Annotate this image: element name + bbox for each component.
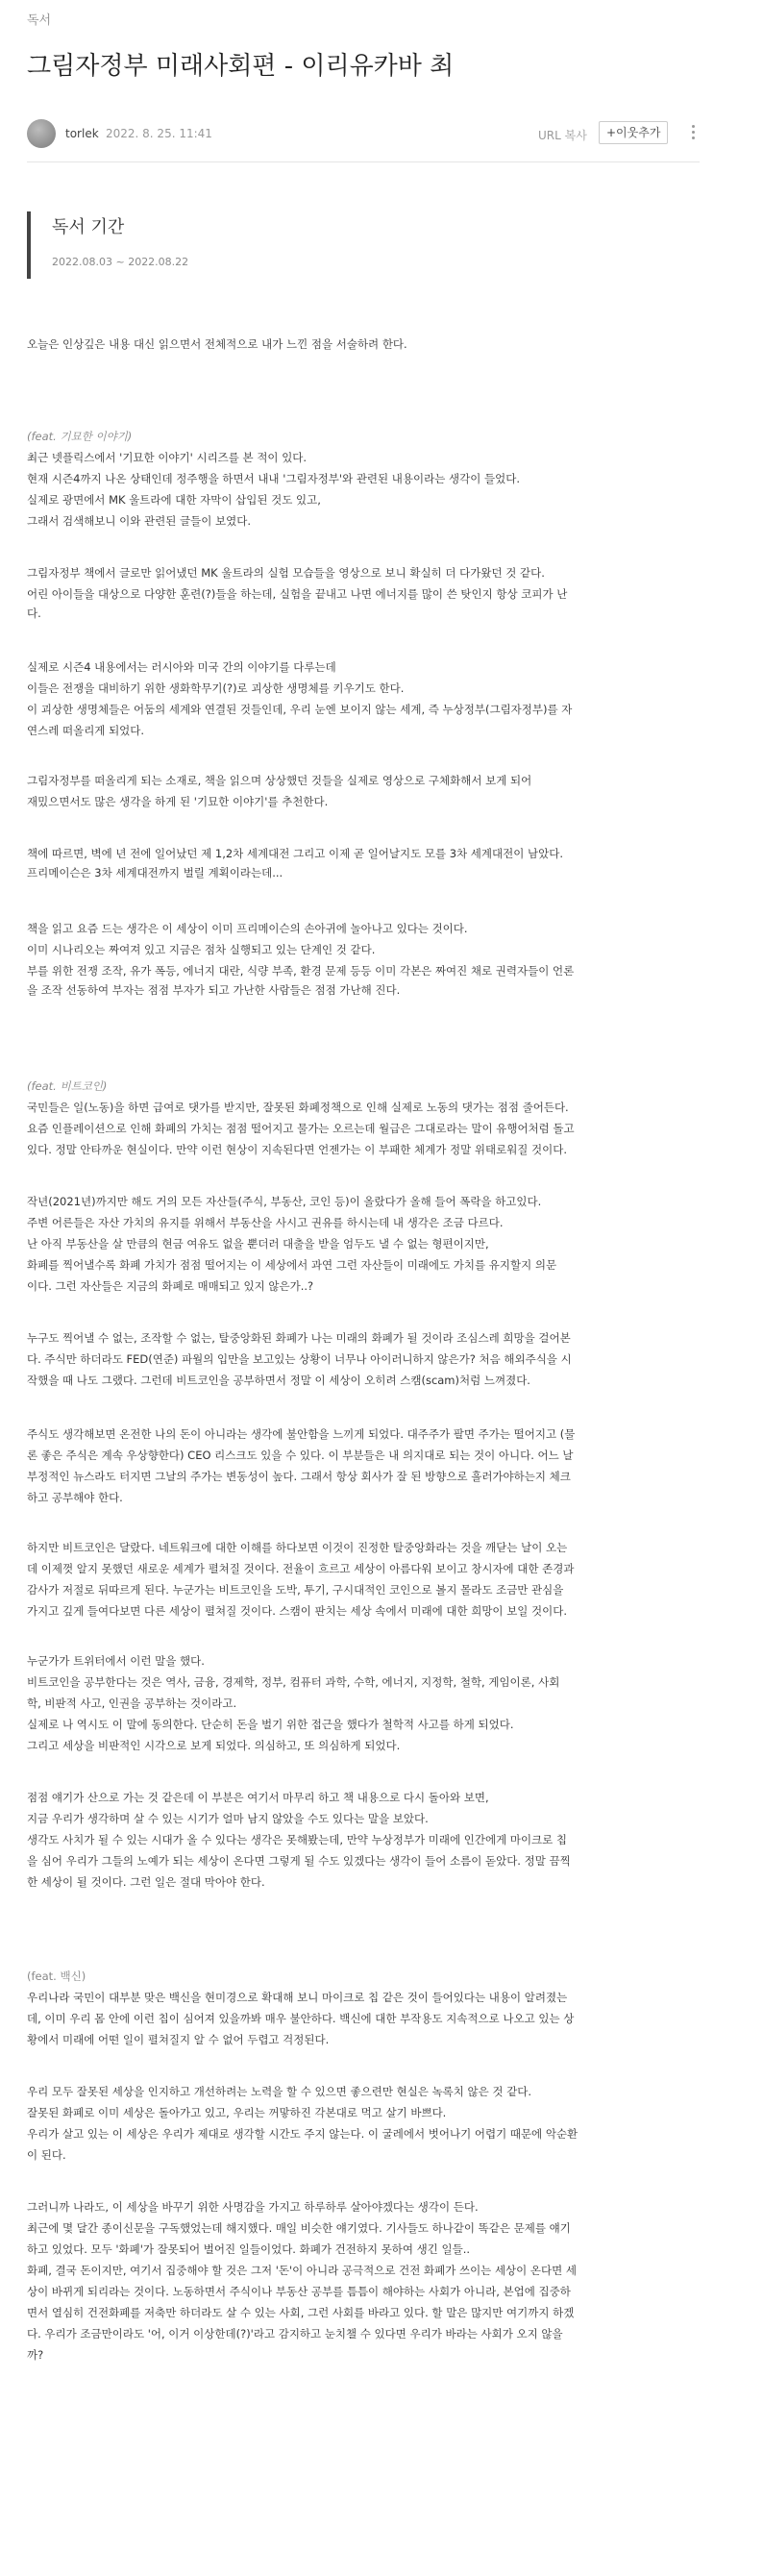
paragraph-line: 비트코인을 공부한다는 것은 역사, 금융, 경제학, 정부, 컴퓨터 과학, 수학, 에너지, 지정학, 철학, 게임이론, 사회 [27, 1675, 560, 1689]
paragraph-line: 우리가 살고 있는 이 세상은 우리가 제대로 생각할 시간도 주지 않는다. 이 굴레에서 벗어나기 어렵기 때문에 악순환 [27, 2127, 578, 2141]
paragraph-line: 점점 얘기가 산으로 가는 것 같은데 이 부분은 여기서 마무리 하고 책 내용으로 다시 돌아와 보면, [27, 1791, 489, 1804]
paragraph-line: 주변 어른들은 자산 가치의 유지를 위해서 부동산을 사시고 권유를 하시는데 내 생각은 조금 다르다. [27, 1216, 504, 1229]
paragraph-line: 누군가가 트위터에서 이런 말을 했다. [27, 1654, 205, 1668]
paragraph-line: 론 좋은 주식은 계속 우상향한다) CEO 리스크도 있을 수 있다. 이 부분들은 내 의지대로 되는 것이 아니다. 어느 날 [27, 1449, 574, 1462]
paragraph-line: 부정적인 뉴스라도 터지면 그날의 주가는 변동성이 높다. 그래서 항상 회사가 잘 된 방향으로 흘러가야하는지 체크 [27, 1470, 571, 1483]
paragraph-line: 그리고 세상을 비판적인 시각으로 보게 되었다. 의심하고, 또 의심하게 되었다. [27, 1739, 401, 1752]
paragraph-line: 실제로 나 역시도 이 말에 동의한다. 단순히 돈을 벌기 위한 접근을 했다가 철학적 사고를 하게 되었다. [27, 1718, 514, 1731]
paragraph-line: 최근 넷플릭스에서 '기묘한 이야기' 시리즈를 본 적이 있다. [27, 451, 308, 464]
paragraph-line: 최근에 몇 달간 종이신문을 구독했었는데 해지했다. 매일 비슷한 얘기였다. 기사들도 하나같이 똑같은 문제를 얘기 [27, 2221, 571, 2235]
paragraph-line: 이들은 전쟁을 대비하기 위한 생화학무기(?)로 괴상한 생명체를 키우기도 한다. [27, 681, 405, 695]
author-name[interactable]: torlek [65, 127, 99, 140]
paragraph-line: 이 된다. [27, 2148, 66, 2162]
paragraph-line: 우리나라 국민이 대부분 맞은 백신을 현미경으로 확대해 보니 마이크로 칩 같은 것이 들어있다는 내용이 알려졌는 [27, 1991, 568, 2004]
paragraph-line: 생각도 사치가 될 수 있는 시대가 올 수 있다는 생각은 못해봤는데, 만약 누상정부가 미래에 인간에게 마이크로 칩 [27, 1833, 568, 1846]
paragraph-line: 오늘은 인상깊은 내용 대신 읽으면서 전체적으로 내가 느낀 점을 서술하려 한다. [27, 337, 407, 351]
paragraph-line: 데 이제껏 알지 못했던 새로운 세계가 펼쳐질 것이다. 전율이 흐르고 세상이 아름다워 보이고 창시자에 대한 존경과 [27, 1562, 575, 1575]
category-label[interactable]: 독서 [27, 13, 52, 28]
paragraph-line: 을 조작 선동하여 부자는 점점 부자가 되고 가난한 사람들은 점점 가난해 진다. [27, 983, 401, 997]
post-date: 2022. 8. 25. 11:41 [106, 127, 212, 140]
paragraph-line: 작년(2021년)까지만 해도 거의 모든 자산들(주식, 부동산, 코인 등)이 올랐다가 올해 들어 폭락을 하고있다. [27, 1195, 542, 1208]
paragraph-line: 실제로 광면에서 MK 울트라에 대한 자막이 삽입된 것도 있고, [27, 493, 321, 507]
paragraph-line: 책에 따르면, 벽에 년 전에 일어났던 제 1,2차 세계대전 그리고 이제 곧 일어날지도 모를 3차 세계대전이 남았다. [27, 847, 563, 860]
avatar[interactable] [27, 119, 56, 148]
paragraph-line: 우리 모두 잘못된 세상을 인지하고 개선하려는 노력을 할 수 있으면 좋으련만 현실은 녹록치 않은 것 같다. [27, 2085, 532, 2098]
post-meta [27, 113, 700, 156]
paragraph-line: 학, 비판적 사고, 인권을 공부하는 것이라고. [27, 1697, 237, 1710]
post-title: 그림자정부 미래사회편 - 이리유카바 최 [27, 52, 455, 81]
paragraph-line: 까? [27, 2348, 44, 2362]
paragraph-line: 하지만 비트코인은 달랐다. 네트워크에 대한 이해를 하다보면 이것이 진정한 탈중앙화라는 것을 깨닫는 날이 오는 [27, 1541, 568, 1554]
paragraph-line: 그림자정부 책에서 글로만 읽어냈던 MK 울트라의 실험 모습들을 영상으로 보니 확실히 더 다가왔던 것 같다. [27, 566, 545, 580]
url-copy-button[interactable]: URL 복사 [538, 129, 587, 142]
paragraph-line: 작했을 때 나도 그랬다. 그런데 비트코인을 공부하면서 정말 이 세상이 오히려 스캠(scam)처럼 느껴졌다. [27, 1374, 530, 1387]
paragraph-line: 지금 우리가 생각하며 살 수 있는 시기가 얼마 남지 않았을 수도 있다는 말을 보았다. [27, 1812, 429, 1825]
paragraph-line: 책을 읽고 요즘 드는 생각은 이 세상이 이미 프리메이슨의 손아귀에 놀아나고 있다는 것이다. [27, 922, 468, 935]
paragraph-line: 이 괴상한 생명체들은 어둠의 세계와 연결된 것들인데, 우리 눈엔 보이지 않는 세계, 즉 누상정부(그림자정부)를 자 [27, 703, 573, 716]
section-heading: (feat. 비트코인) [27, 1079, 108, 1093]
paragraph-line: 하고 있었다. 모두 '화폐'가 잘못되어 벌어진 일들이었다. 화폐가 건전하지 못하여 생긴 일들.. [27, 2242, 471, 2256]
paragraph-line: 난 아직 부동산을 살 만큼의 현금 여유도 없을 뿐더러 대출을 받을 엄두도 낼 수 없는 형편이지만, [27, 1237, 489, 1251]
add-neighbor-button[interactable]: +이웃추가 [599, 121, 668, 144]
paragraph-line: 그래서 검색해보니 이와 관련된 글들이 보였다. [27, 514, 252, 528]
paragraph-line: 면서 열심히 건전화폐를 저축만 하더라도 살 수 있는 사회, 그런 사회를 바라고 있다. 할 말은 많지만 여기까지 하겠 [27, 2306, 575, 2319]
paragraph-line: 한 세상이 될 것이다. 그런 일은 절대 막아야 한다. [27, 1875, 265, 1889]
more-options-icon[interactable] [688, 123, 698, 142]
quote-title: 독서 기간 [52, 217, 125, 237]
paragraph-line: 잘못된 화폐로 이미 세상은 돌아가고 있고, 우리는 꺼맣하진 각본대로 먹고 살기 바쁘다. [27, 2106, 447, 2119]
paragraph-line: 상이 바뀌게 되리라는 것이다. 노동하면서 주식이나 부동산 공부를 틈틈이 해야하는 사회가 아니라, 본업에 집중하 [27, 2285, 571, 2298]
paragraph-line: 하고 공부해야 한다. [27, 1491, 123, 1504]
paragraph-line: 프리메이슨은 3차 세계대전까지 벌릴 계획이라는데... [27, 866, 283, 879]
section-heading: (feat. 백신) [27, 1969, 86, 1983]
paragraph-line: 다. [27, 607, 41, 620]
paragraph-line: 그러니까 나라도, 이 세상을 바꾸기 위한 사명감을 가지고 하루하루 살아야겠다는 생각이 든다. [27, 2200, 479, 2214]
paragraph-line: 연스레 떠올리게 되었다. [27, 724, 145, 737]
paragraph-line: 현재 시즌4까지 나온 상태인데 정주행을 하면서 내내 '그림자정부'와 관련된 내용이라는 생각이 들었다. [27, 472, 520, 485]
paragraph-line: 누구도 찍어낼 수 없는, 조작할 수 없는, 탈중앙화된 화폐가 나는 미래의 화폐가 될 것이라 조심스레 희망을 걸어본 [27, 1331, 571, 1345]
paragraph-line: 황에서 미래에 어떤 일이 펼쳐질지 알 수 없어 두렵고 걱정된다. [27, 2033, 330, 2046]
reading-period-quote [27, 211, 188, 279]
paragraph-line: 을 심어 우리가 그들의 노예가 되는 세상이 온다면 그렇게 될 수도 있겠다는 생각이 들어 소름이 돋았다. 정말 끔찍 [27, 1854, 571, 1868]
paragraph-line: 그림자정부를 떠올리게 되는 소재로, 책을 읽으며 상상했던 것들을 실제로 영상으로 구체화해서 보게 되어 [27, 774, 532, 787]
paragraph-line: 요즘 인플레이션으로 인해 화폐의 가치는 점점 떨어지고 물가는 오르는데 월급은 그대로라는 말이 유행어처럼 돌고 [27, 1122, 575, 1135]
paragraph-line: 화폐를 찍어낼수록 화폐 가치가 점점 떨어지는 이 세상에서 과연 그런 자산들이 미래에도 가치를 유지할지 의문 [27, 1258, 557, 1272]
paragraph-line: 다. 우리가 조금만이라도 '어, 이거 이상한데(?)'라고 감지하고 눈치챌 수 있다면 우리가 바라는 사회가 오지 않을 [27, 2327, 563, 2341]
section-heading: (feat. 기묘한 이야기) [27, 430, 133, 443]
paragraph-line: 가지고 깊게 들여다보면 다른 세상이 펼쳐질 것이다. 스캠이 판치는 세상 속에서 미래에 대한 희망이 보일 것이다. [27, 1604, 568, 1618]
paragraph-line: 있다. 정말 안타까운 현실이다. 만약 이런 현상이 지속된다면 언젠가는 이 부패한 체계가 정말 위태로워질 것이다. [27, 1143, 568, 1156]
reading-period: 2022.08.03 ~ 2022.08.22 [52, 256, 189, 268]
divider [27, 161, 700, 162]
paragraph-line: 실제로 시즌4 내용에서는 러시아와 미국 간의 이야기를 다루는데 [27, 660, 336, 674]
paragraph-line: 데, 이미 우리 몸 안에 이런 칩이 심어져 있을까봐 매우 불안하다. 백신에 대한 부작용도 지속적으로 나오고 있는 상 [27, 2012, 575, 2025]
paragraph-line: 국민들은 일(노동)을 하면 급여로 댓가를 받지만, 잘못된 화폐정책으로 인해 실제로 노동의 댓가는 점점 줄어든다. [27, 1101, 569, 1114]
paragraph-line: 부를 위한 전쟁 조작, 유가 폭등, 에너지 대란, 식량 부족, 환경 문제 등등 이미 각본은 짜여진 채로 권력자들이 언론 [27, 964, 575, 978]
paragraph-line: 이다. 그런 자산들은 지금의 화폐로 매매되고 있지 않은가..? [27, 1279, 314, 1293]
paragraph-line: 다. 주식만 하더라도 FED(연준) 파월의 입만을 보고있는 상황이 너무나 아이러니하지 않은가? 처음 해외주식을 시 [27, 1352, 572, 1366]
paragraph-line: 주식도 생각해보면 온전한 나의 돈이 아니라는 생각에 불안함을 느끼게 되었다. 대주주가 팔면 주가는 떨어지고 (물 [27, 1427, 576, 1441]
paragraph-line: 이미 시나리오는 짜여져 있고 지금은 점차 실행되고 있는 단계인 것 같다. [27, 943, 376, 956]
paragraph-line: 감사가 저절로 뒤따르게 된다. 누군가는 비트코인을 도박, 투기, 구시대적인 코인으로 볼지 몰라도 조금만 관심을 [27, 1583, 564, 1597]
paragraph-line: 화폐, 결국 돈이지만, 여기서 집중해야 할 것은 그저 '돈'이 아니라 공극적으로 건전 화폐가 쓰이는 세상이 온다면 세 [27, 2264, 578, 2277]
paragraph-line: 어린 아이들을 대상으로 다양한 훈련(?)들을 하는데, 실험을 끝내고 나면 에너지를 많이 쓴 탓인지 항상 코피가 난 [27, 587, 568, 601]
paragraph-line: 재밌으면서도 많은 생각을 하게 된 '기묘한 이야기'를 추천한다. [27, 795, 329, 808]
